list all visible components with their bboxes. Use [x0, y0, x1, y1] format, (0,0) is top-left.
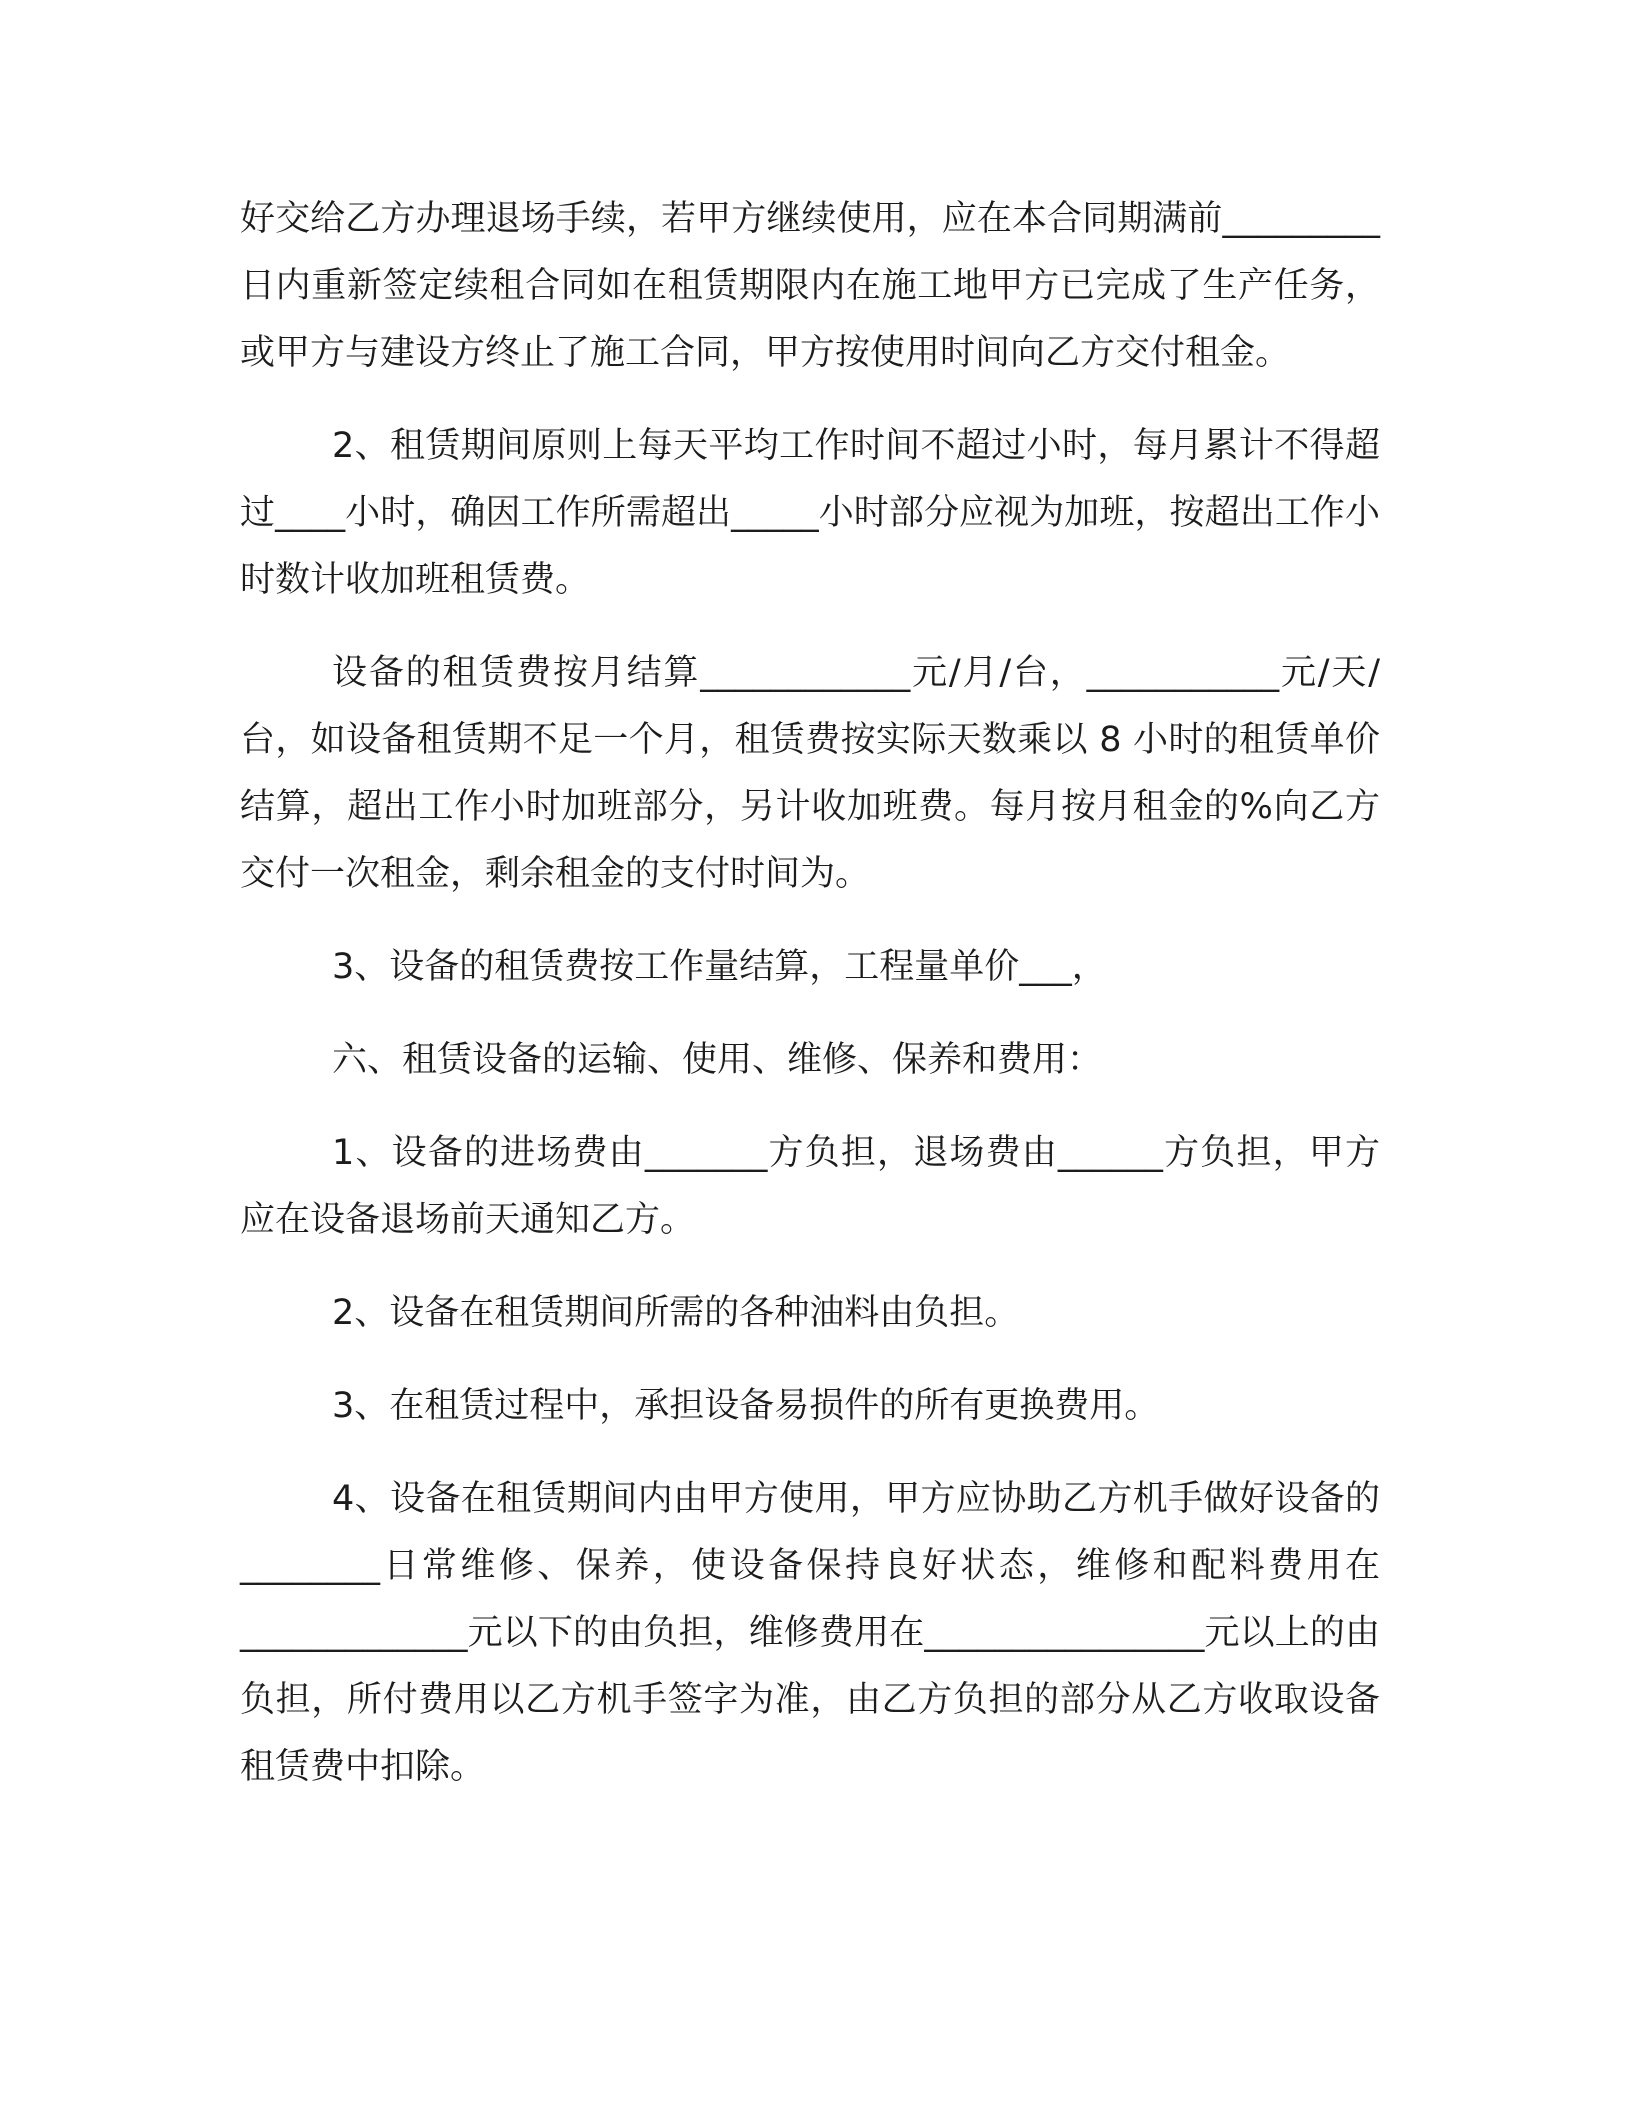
paragraph-maintenance: 4、设备在租赁期间内由甲方使用，甲方应协助乙方机手做好设备的________日常维修、保养，使设备保持良好状态，维修和配料费用在_____________元以下的由负担，维修费用在________________元以上的由负担，所付费用以乙方机手签字为准，由乙方负担的部分从乙方收取设备租赁费中扣除。 — [240, 1479, 1380, 1787]
paragraph-continuation: 好交给乙方办理退场手续，若甲方继续使用，应在本合同期满前_________日内重新签定续租合同如在租赁期限内在施工地甲方已完成了生产任务，或甲方与建设方终止了施工合同，甲方按使用时间向乙方交付租金。 — [240, 199, 1380, 373]
document-body — [240, 186, 1380, 1801]
paragraph-wear-parts: 3、在租赁过程中，承担设备易损件的所有更换费用。 — [332, 1386, 1160, 1426]
paragraph-fuel: 2、设备在租赁期间所需的各种油料由负担。 — [332, 1293, 1020, 1333]
paragraph-entry-exit-fee: 1、设备的进场费由_______方负担，退场费由______方负担，甲方应在设备退场前天通知乙方。 — [240, 1133, 1380, 1240]
paragraph-workload-rent: 3、设备的租赁费按工作量结算，工程量单价___， — [332, 947, 1107, 987]
paragraph-working-hours: 2、租赁期间原则上每天平均工作时间不超过小时，每月累计不得超过____小时，确因工作所需超出_____小时部分应视为加班，按超出工作小时数计收加班租赁费。 — [240, 426, 1380, 600]
paragraph-monthly-rent: 设备的租赁费按月结算____________元/月/台，___________元/天/台，如设备租赁期不足一个月，租赁费按实际天数乘以 8 小时的租赁单价结算，超出工作小时加班部分，另计收加班费。每月按月租金的%向乙方交付一次租金，剩余租金的支付时间为。 — [240, 653, 1380, 894]
section-heading-six: 六、租赁设备的运输、使用、维修、保养和费用： — [332, 1040, 1103, 1080]
